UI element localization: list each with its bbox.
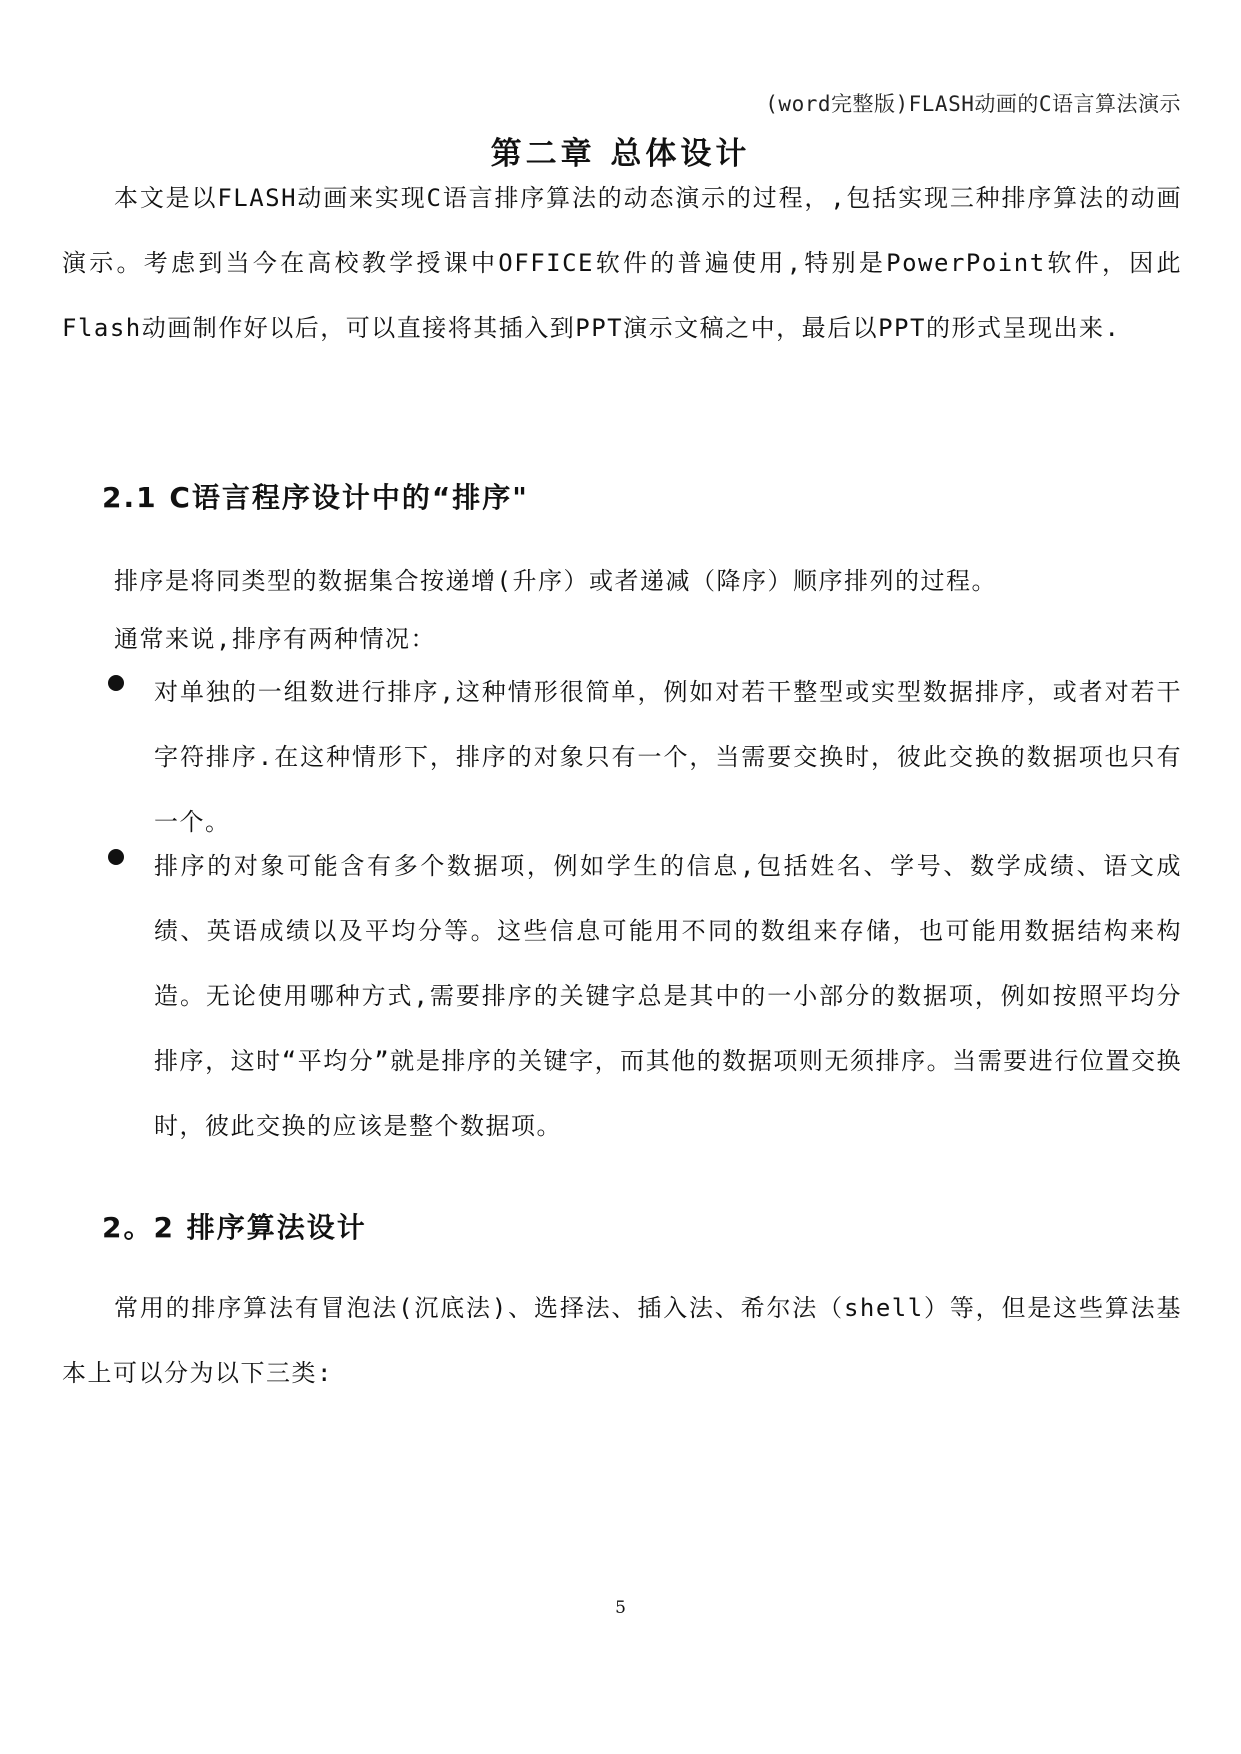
bullet-dot-icon: [108, 849, 124, 865]
section-title-2-1: 2.1 C语言程序设计中的“排序": [102, 481, 529, 514]
sorting-definition: 排序是将同类型的数据集合按递增(升序）或者递减（降序）顺序排列的过程。: [114, 567, 997, 595]
sorting-cases-intro: 通常来说,排序有两种情况：: [114, 625, 436, 653]
bullet-item-single-group: [108, 660, 1182, 855]
section-title-2-2: 2。2 排序算法设计: [102, 1211, 367, 1244]
bullet-text: 排序的对象可能含有多个数据项，例如学生的信息,包括姓名、学号、数学成绩、语文成绩、英语成绩以及平均分等。这些信息可能用不同的数组来存储，也可能用数据结构来构造。无论使用哪种方式,需要排序的关键字总是其中的一小部分的数据项，例如按照平均分排序，这时“平均分”就是排序的关键字，而其他的数据项则无须排序。当需要进行位置交换时，彼此交换的应该是整个数据项。: [154, 852, 1182, 1140]
bullet-item-multiple-fields: [108, 834, 1182, 1159]
bullet-text: 对单独的一组数进行排序,这种情形很简单，例如对若干整型或实型数据排序，或者对若干字符排序.在这种情形下，排序的对象只有一个，当需要交换时，彼此交换的数据项也只有一个。: [154, 678, 1182, 836]
chapter-intro-paragraph: 本文是以FLASH动画来实现C语言排序算法的动态演示的过程，,包括实现三种排序算法的动画演示。考虑到当今在高校教学授课中OFFICE软件的普遍使用,特别是PowerPoint软件，因此Flash动画制作好以后，可以直接将其插入到PPT演示文稿之中，最后以PPT的形式呈现出来.: [62, 184, 1182, 342]
page-number: 5: [615, 1598, 626, 1618]
chapter-title: 第二章 总体设计: [490, 136, 751, 172]
bullet-dot-icon: [108, 675, 124, 691]
algorithm-intro-paragraph: 常用的排序算法有冒泡法(沉底法)、选择法、插入法、希尔法（shell）等，但是这些算法基本上可以分为以下三类:: [62, 1294, 1182, 1387]
running-header: (word完整版)FLASH动画的C语言算法演示: [765, 92, 1181, 116]
